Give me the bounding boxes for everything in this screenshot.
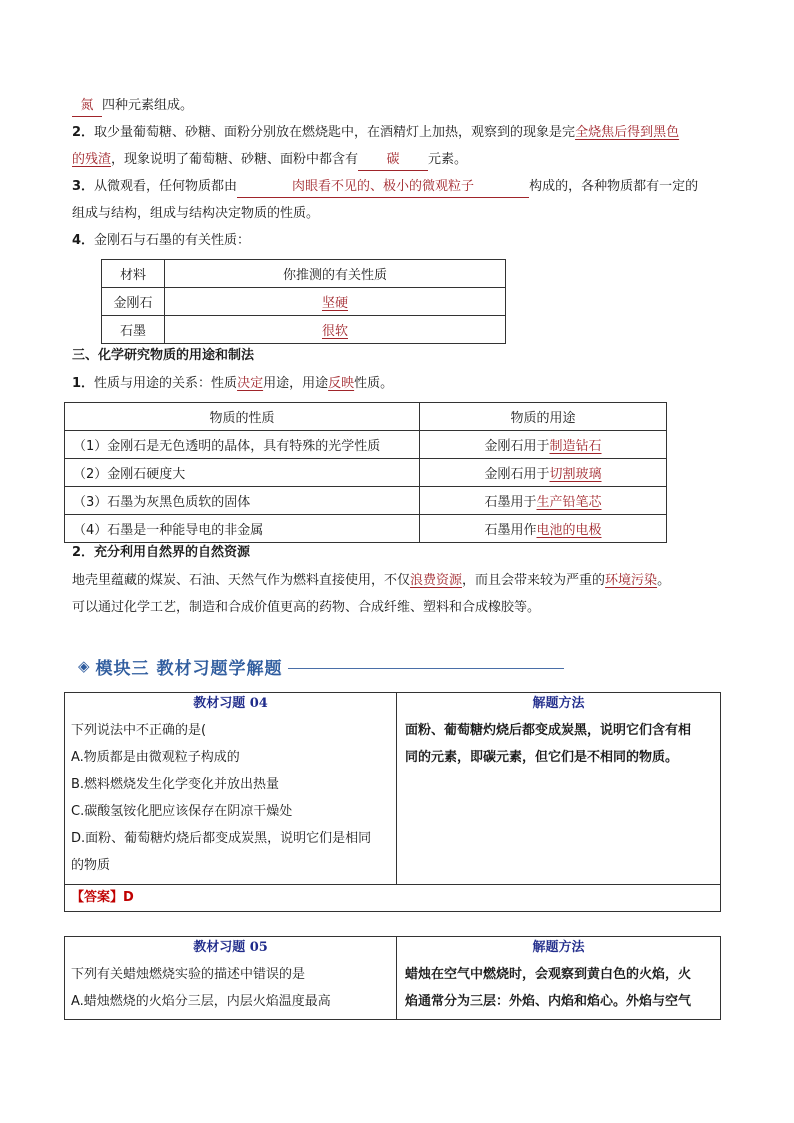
option-a: A.物质都是由微观粒子构成的	[71, 750, 240, 765]
option-c: C.碳酸氢铵化肥应该保存在阴凉干燥处	[71, 804, 293, 819]
question-number: 3．	[72, 179, 95, 194]
question-text: 元素。	[428, 152, 468, 167]
diamond-icon: ◈	[78, 657, 90, 675]
method-title: 解题方法	[532, 696, 585, 711]
intro-text: 四种元素组成。	[102, 98, 194, 113]
answer-blank: 氮	[72, 96, 102, 117]
question-text: ，现象说明了葡萄糖、砂糖、面粉中都含有	[111, 152, 359, 167]
table-cell	[420, 431, 667, 459]
table-header: 物质的用途	[420, 403, 667, 431]
table-cell: （2）金刚石硬度大	[65, 459, 420, 487]
question-text: 用途，用途	[263, 376, 329, 391]
option-a: A.蜡烛燃烧的火焰分三层，内层火焰温度最高	[71, 994, 331, 1009]
answer-blank: 肉眼看不见的、极小的微观粒子	[237, 177, 529, 198]
option-d: D.面粉、葡萄糖灼烧后都变成炭黑，说明它们是相同	[71, 831, 372, 846]
table-cell: 石墨	[102, 316, 165, 344]
table-header: 材料	[102, 260, 165, 288]
subsection-heading: 2．充分利用自然界的自然资源	[72, 545, 251, 560]
resources-line-1	[72, 567, 724, 594]
table-cell	[165, 288, 506, 316]
table-header-row	[65, 403, 667, 431]
table-row	[65, 459, 667, 487]
table-cell: （1）金刚石是无色透明的晶体，具有特殊的光学性质	[65, 431, 420, 459]
use-prefix: 石墨用于	[484, 495, 537, 510]
question-number: 2．	[72, 125, 95, 140]
question-text: 取少量葡萄糖、砂糖、面粉分别放在燃烧匙中，在酒精灯上加热，观察到的现象是完	[94, 125, 576, 140]
table-cell	[420, 459, 667, 487]
divider	[396, 693, 397, 884]
answer-text: 切割玻璃	[549, 467, 602, 482]
answer-text: 很软	[321, 324, 348, 339]
table-row	[65, 431, 667, 459]
exercise-05-box	[64, 936, 721, 1020]
question-4-line	[72, 227, 724, 254]
option-b: B.燃料燃烧发生化学变化并放出热量	[71, 777, 280, 792]
answer-label: 【答案】	[71, 890, 124, 905]
answer-text: 浪费资源	[410, 573, 463, 588]
question-text: 构成的，各种物质都有一定的	[529, 179, 699, 194]
paragraph-text: ，而且会带来较为严重的	[462, 573, 606, 588]
option-d-cont: 的物质	[71, 858, 111, 873]
paragraph-text: 。	[657, 573, 671, 588]
exercise-title: 教材习题 04	[193, 696, 268, 711]
exercise-title: 教材习题 05	[193, 940, 268, 955]
question-2-line-2	[72, 146, 724, 173]
answer-text: 反映	[328, 376, 355, 391]
table-cell: （3）石墨为灰黑色质软的固体	[65, 487, 420, 515]
table-row	[102, 316, 506, 344]
relation-line	[72, 370, 724, 397]
table-cell: （4）石墨是一种能导电的非金属	[65, 515, 420, 543]
question-text: 性质与用途的关系：性质	[94, 376, 238, 391]
use-prefix: 金刚石用于	[484, 439, 550, 454]
method-text: 面粉、葡萄糖灼烧后都变成炭黑，说明它们含有相	[405, 723, 692, 738]
method-text: 焰通常分为三层：外焰、内焰和焰心。外焰与空气	[405, 994, 692, 1009]
use-prefix: 金刚石用于	[484, 467, 550, 482]
intro-line	[72, 92, 724, 119]
answer-text: 全烧焦后得到黑色	[575, 125, 680, 140]
section-heading: 三、化学研究物质的用途和制法	[72, 348, 255, 363]
question-text: 组成与结构，组成与结构决定物质的性质。	[72, 206, 320, 221]
method-title: 解题方法	[532, 940, 585, 955]
answer-text: 坚硬	[321, 296, 348, 311]
question-stem: 下列说法中不正确的是(	[71, 723, 207, 738]
table-row	[102, 288, 506, 316]
resources-line-2	[72, 594, 724, 621]
use-prefix: 石墨用作	[484, 523, 537, 538]
method-text: 同的元素，即碳元素，但它们是不相同的物质。	[405, 750, 679, 765]
table-cell	[420, 487, 667, 515]
answer-blank: 碳	[358, 150, 428, 171]
property-use-table	[64, 402, 667, 543]
table-header-row	[102, 260, 506, 288]
table-cell: 金刚石	[102, 288, 165, 316]
question-number: 1．	[72, 376, 95, 391]
question-text: 性质。	[354, 376, 394, 391]
question-number: 4．	[72, 233, 95, 248]
answer-value: D	[123, 890, 134, 905]
exercise-04-box	[64, 692, 721, 912]
question-2-line-1	[72, 119, 724, 146]
divider	[288, 668, 564, 669]
answer-text: 决定	[237, 376, 264, 391]
module-title: 模块三 教材习题学解题	[95, 658, 283, 679]
table-header: 你推测的有关性质	[165, 260, 506, 288]
question-text: 金刚石与石墨的有关性质：	[94, 233, 251, 248]
question-3-line-2	[72, 200, 724, 227]
table-header: 物质的性质	[65, 403, 420, 431]
paragraph-text: 地壳里蕴藏的煤炭、石油、天然气作为燃料直接使用，不仅	[72, 573, 411, 588]
question-3-line-1	[72, 173, 724, 200]
module-heading	[78, 652, 564, 680]
method-text: 蜡烛在空气中燃烧时，会观察到黄白色的火焰，火	[405, 967, 692, 982]
question-text: 从微观看，任何物质都由	[94, 179, 238, 194]
answer-text: 环境污染	[605, 573, 658, 588]
table-cell	[165, 316, 506, 344]
answer-row	[71, 885, 134, 911]
properties-table	[101, 259, 506, 344]
answer-text: 生产铅笔芯	[536, 495, 602, 510]
table-row	[65, 487, 667, 515]
divider	[65, 884, 720, 885]
answer-text: 电池的电极	[536, 523, 602, 538]
answer-text: 制造钻石	[549, 439, 602, 454]
paragraph-text: 可以通过化学工艺，制造和合成价值更高的药物、合成纤维、塑料和合成橡胶等。	[72, 600, 541, 615]
answer-text: 的残渣	[72, 152, 112, 167]
question-stem: 下列有关蜡烛燃烧实验的描述中错误的是	[71, 967, 306, 982]
